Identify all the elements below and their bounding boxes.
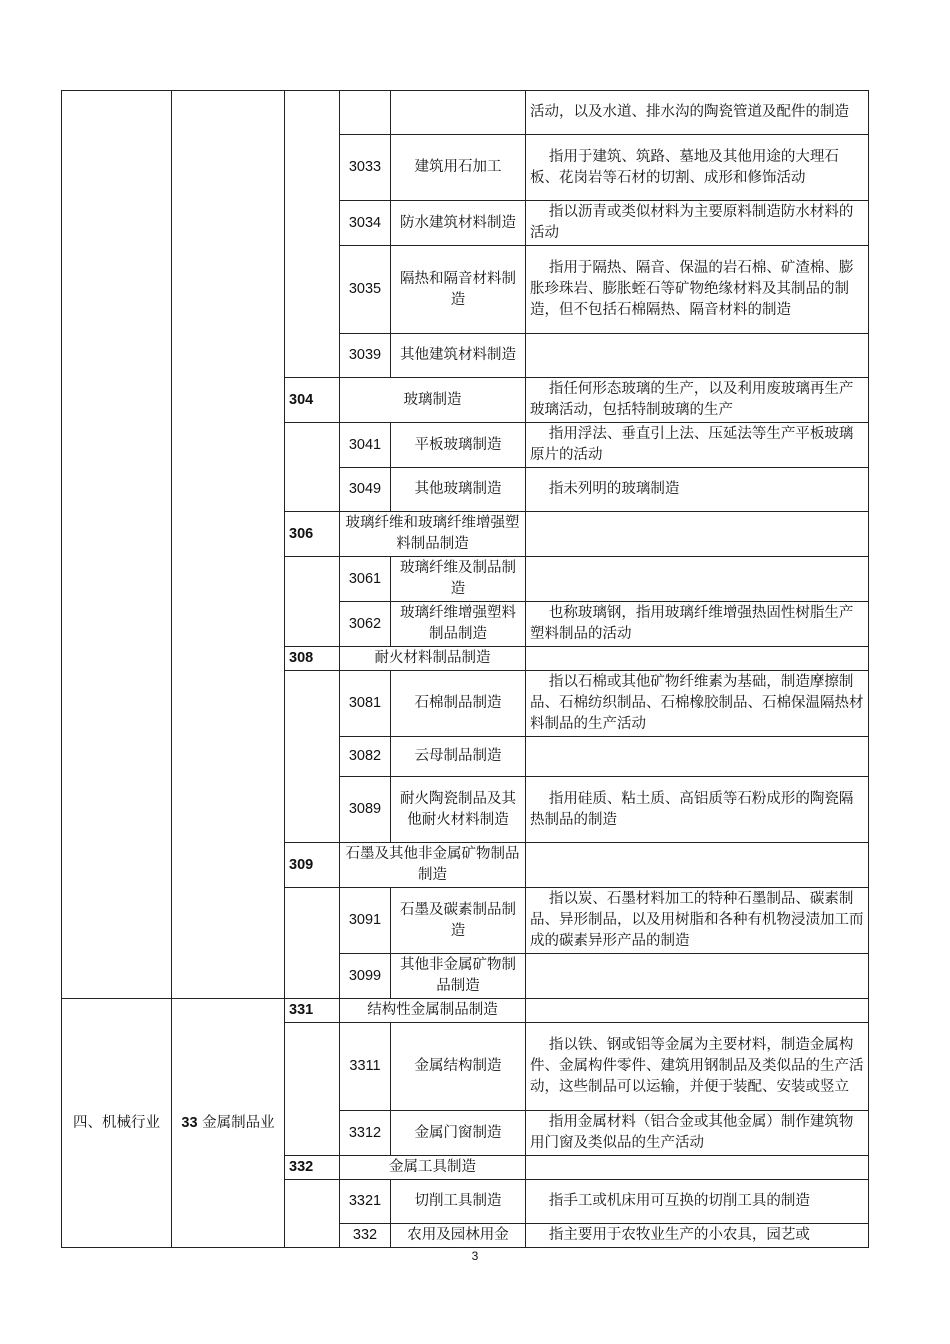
group-description xyxy=(526,1156,869,1180)
class-code: 3081 xyxy=(340,671,391,737)
class-code xyxy=(340,91,391,135)
group-name: 结构性金属制品制造 xyxy=(340,999,526,1023)
group-cell-empty xyxy=(285,888,340,999)
group-cell-empty xyxy=(285,557,340,647)
class-code: 3099 xyxy=(340,954,391,999)
class-name: 金属结构制造 xyxy=(391,1023,526,1111)
class-description xyxy=(526,737,869,777)
class-code: 3061 xyxy=(340,557,391,602)
group-name: 玻璃制造 xyxy=(340,378,526,423)
industry-classification-table xyxy=(61,90,869,1248)
group-description xyxy=(526,843,869,888)
class-name: 石墨及碳素制品制造 xyxy=(391,888,526,954)
class-name: 切削工具制造 xyxy=(391,1180,526,1224)
class-name: 玻璃纤维增强塑料制品制造 xyxy=(391,602,526,647)
class-description: 指用金属材料（铝合金或其他金属）制作建筑物用门窗及类似品的生产活动 xyxy=(526,1111,869,1156)
class-description: 指用硅质、粘土质、高铝质等石粉成形的陶瓷隔热制品的制造 xyxy=(526,777,869,843)
class-code: 3321 xyxy=(340,1180,391,1224)
group-cell-empty xyxy=(285,671,340,843)
class-code: 3049 xyxy=(340,468,391,512)
group-code: 332 xyxy=(285,1156,340,1180)
major-group-code: 33 xyxy=(181,1114,198,1131)
class-name: 防水建筑材料制造 xyxy=(391,201,526,246)
class-description xyxy=(526,557,869,602)
group-code: 306 xyxy=(285,512,340,557)
group-cell-empty xyxy=(285,423,340,512)
class-name: 建筑用石加工 xyxy=(391,135,526,201)
group-description: 指任何形态玻璃的生产，以及利用废玻璃再生产玻璃活动，包括特制玻璃的生产 xyxy=(526,378,869,423)
class-description xyxy=(526,334,869,378)
group-name: 玻璃纤维和玻璃纤维增强塑料制品制造 xyxy=(340,512,526,557)
class-description xyxy=(526,954,869,999)
group-code: 308 xyxy=(285,647,340,671)
class-code: 3062 xyxy=(340,602,391,647)
group-cell-empty xyxy=(285,91,340,378)
class-description: 指未列明的玻璃制造 xyxy=(526,468,869,512)
class-code: 3311 xyxy=(340,1023,391,1111)
class-code: 3039 xyxy=(340,334,391,378)
group-cell-empty xyxy=(285,1023,340,1156)
major-group-cell xyxy=(172,999,285,1248)
class-description: 指以铁、钢或铝等金属为主要材料，制造金属构件、金属构件零件、建筑用钢制品及类似品的生产活动，这些制品可以运输，并便于装配、安装或竖立 xyxy=(526,1023,869,1111)
class-description: 指用浮法、垂直引上法、压延法等生产平板玻璃原片的活动 xyxy=(526,423,869,468)
class-name: 石棉制品制造 xyxy=(391,671,526,737)
class-name: 其他建筑材料制造 xyxy=(391,334,526,378)
class-description: 指用于建筑、筑路、墓地及其他用途的大理石板、花岗岩等石材的切割、成形和修饰活动 xyxy=(526,135,869,201)
class-code: 332 xyxy=(340,1224,391,1248)
division-label: 四、机械行业 xyxy=(62,999,172,1248)
group-cell-empty xyxy=(285,1180,340,1248)
class-description: 指主要用于农牧业生产的小农具，园艺或 xyxy=(526,1224,869,1248)
group-description xyxy=(526,512,869,557)
class-name: 平板玻璃制造 xyxy=(391,423,526,468)
class-description: 活动，以及水道、排水沟的陶瓷管道及配件的制造 xyxy=(526,91,869,135)
class-description: 指以沥青或类似材料为主要原料制造防水材料的活动 xyxy=(526,201,869,246)
class-name: 耐火陶瓷制品及其他耐火材料制造 xyxy=(391,777,526,843)
class-description: 指以炭、石墨材料加工的特种石墨制品、碳素制品、异形制品，以及用树脂和各种有机物浸渍加工而成的碳素异形产品的制造 xyxy=(526,888,869,954)
class-code: 3035 xyxy=(340,246,391,334)
class-name xyxy=(391,91,526,135)
group-code: 304 xyxy=(285,378,340,423)
group-description xyxy=(526,647,869,671)
class-name: 金属门窗制造 xyxy=(391,1111,526,1156)
class-code: 3312 xyxy=(340,1111,391,1156)
class-code: 3041 xyxy=(340,423,391,468)
group-description xyxy=(526,999,869,1023)
class-name: 其他非金属矿物制品制造 xyxy=(391,954,526,999)
class-description: 指以石棉或其他矿物纤维素为基础，制造摩擦制品、石棉纺织制品、石棉橡胶制品、石棉保温隔热材料制品的生产活动 xyxy=(526,671,869,737)
division-cell-empty xyxy=(62,91,172,999)
table-row xyxy=(62,91,869,135)
group-name: 石墨及其他非金属矿物制品制造 xyxy=(340,843,526,888)
class-code: 3089 xyxy=(340,777,391,843)
page-number: 3 xyxy=(471,1249,479,1263)
class-code: 3082 xyxy=(340,737,391,777)
major-group-name: 金属制品业 xyxy=(202,1114,275,1131)
class-description: 指用于隔热、隔音、保温的岩石棉、矿渣棉、膨胀珍珠岩、膨胀蛭石等矿物绝缘材料及其制品的制造，但不包括石棉隔热、隔音材料的制造 xyxy=(526,246,869,334)
group-name: 金属工具制造 xyxy=(340,1156,526,1180)
table-row xyxy=(62,999,869,1023)
class-description: 也称玻璃钢，指用玻璃纤维增强热固性树脂生产塑料制品的活动 xyxy=(526,602,869,647)
class-name: 隔热和隔音材料制造 xyxy=(391,246,526,334)
class-code: 3033 xyxy=(340,135,391,201)
class-name: 其他玻璃制造 xyxy=(391,468,526,512)
class-name: 农用及园林用金 xyxy=(391,1224,526,1248)
class-code: 3034 xyxy=(340,201,391,246)
class-name: 玻璃纤维及制品制造 xyxy=(391,557,526,602)
group-code: 331 xyxy=(285,999,340,1023)
group-code: 309 xyxy=(285,843,340,888)
major-cell-empty xyxy=(172,91,285,999)
class-code: 3091 xyxy=(340,888,391,954)
group-name: 耐火材料制品制造 xyxy=(340,647,526,671)
class-description: 指手工或机床用可互换的切削工具的制造 xyxy=(526,1180,869,1224)
class-name: 云母制品制造 xyxy=(391,737,526,777)
